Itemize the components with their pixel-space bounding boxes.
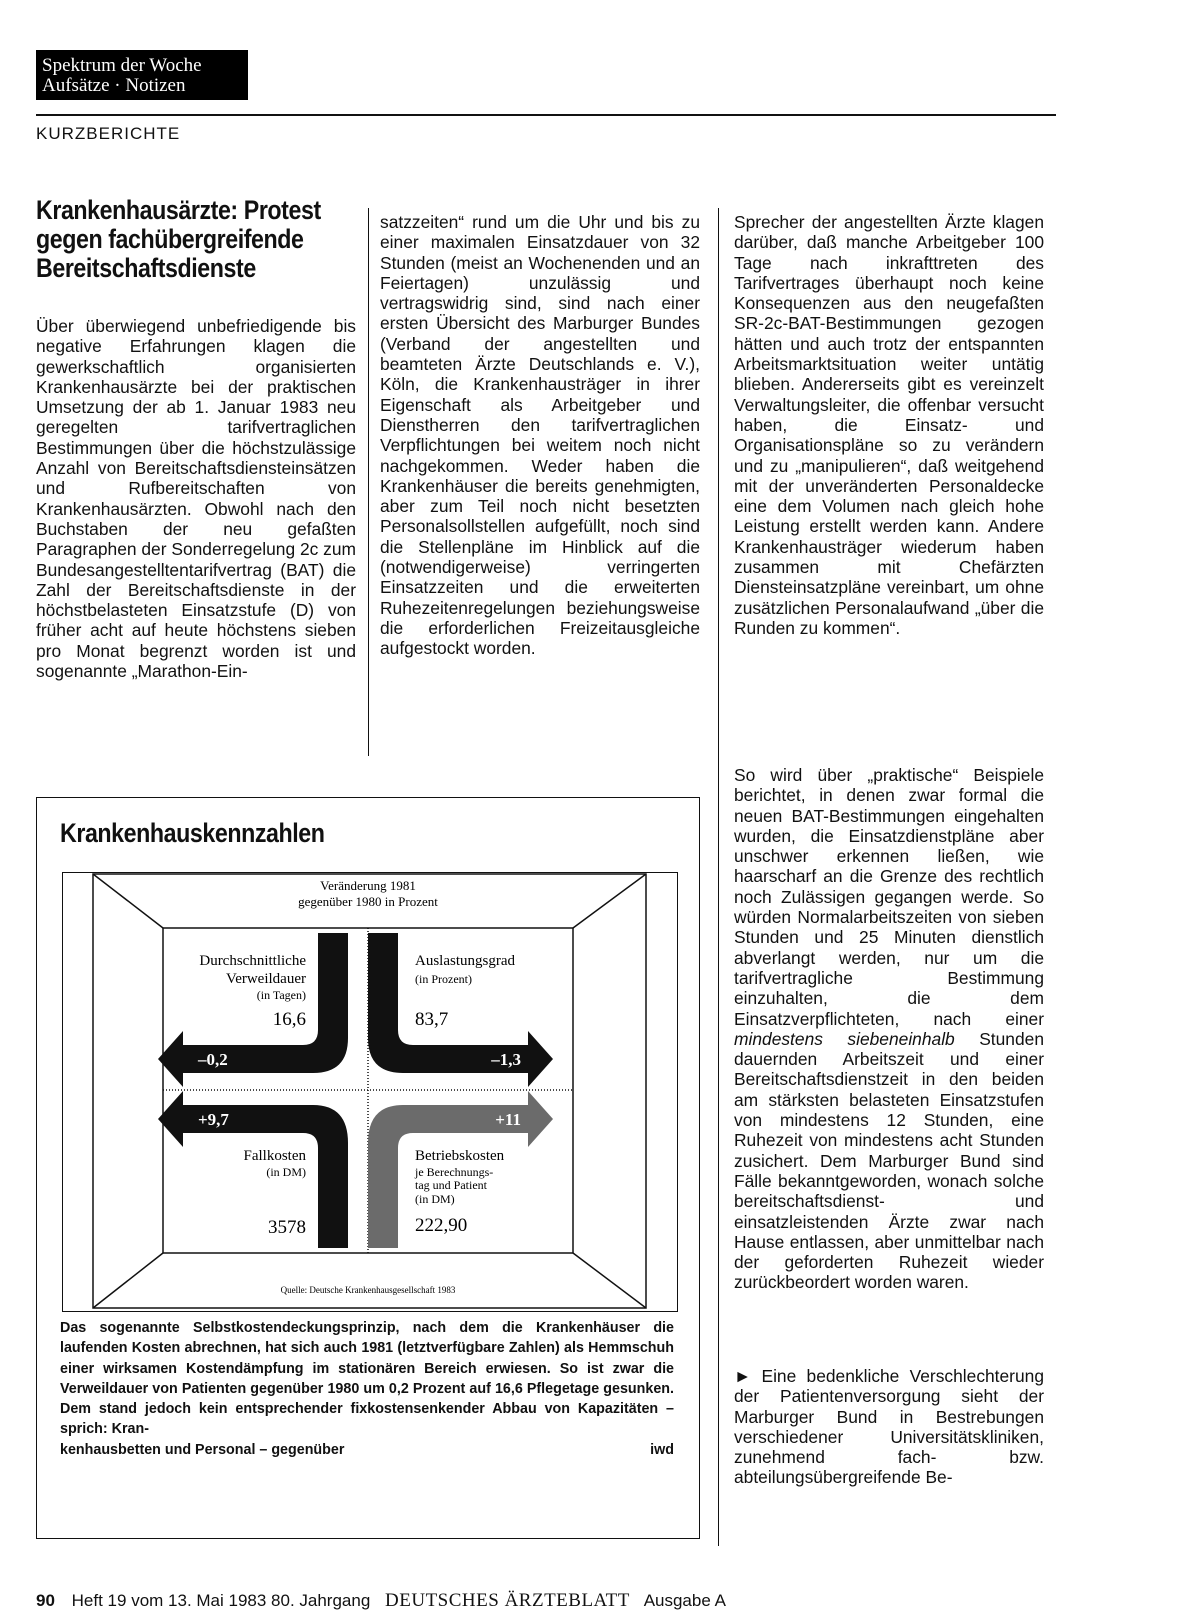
bl-label-1: Fallkosten [243, 1148, 306, 1164]
br-label-3: tag und Patient [415, 1178, 487, 1192]
figure-caption [60, 1318, 674, 1460]
figure-subtitle-2: gegenüber 1980 in Prozent [298, 894, 438, 909]
article-column-1: Über überwiegend unbefriedigende bis negative Erfahrungen klagen die gewerkschaftlich organisierten Krankenhausärzte bei der praktischen Umsetzung der ab 1. Januar 1983 neu geregelten tarifvertraglichen Bestimmungen über die höchstzulässige Anzahl von Bereitschaftsdiensteinsätzen und Rufbereitschaften von Krankenhausärzten. Obwohl nach den Buchstaben der neu gefaßten Paragraphen der Sonderregelung 2c zum Bundesangestelltentarifvertrag (BAT) die Zahl der Bereitschaftsdienste in der höchstbelasteten Einsatzstufe (D) von früher acht auf heute höchstens sieben pro Monat begrenzt worden ist und sogenannte „Marathon-Ein- [36, 316, 357, 682]
edition: Ausgabe A [643, 1591, 726, 1610]
bl-change: +9,7 [198, 1110, 229, 1129]
br-value: 222,90 [415, 1215, 468, 1236]
column-divider-2 [718, 208, 719, 1546]
article-column-3-para-3: ► Eine bedenkliche Verschlechterung der Patientenversorgung sieht der Marburger Bund in Bestrebungen verschiedener Universitätskliniken, zunehmend fach- bzw. abteilungsübergreifende Be- [734, 1366, 1044, 1488]
article-column-3-para-1: Sprecher der angestellten Ärzte klagen darüber, daß manche Arbeitgeber 100 Tage nach inkrafttreten des Tarifvertrages überhaupt noch keine Konsequenzen aus den neugefaßten SR-2c-BAT-Bestimmungen gezogen hätten und auch trotz der entspannten Arbeitsmarktsituation weiter untätig blieben. Andererseits gibt es vereinzelt Verwaltungsleiter, die offenbar versucht haben, die Einsatz- und Organisationspläne so zu verändern und zu „manipulieren“, daß weitgehend mit der unveränderten Personaldecke eine dem Volumen nach gleich hohe Leistung erstellt werden kann. Andere Krankenhausträger wiederum haben zusammen mit Chefärzten Diensteinsatzpläne vereinbart, um ohne zusätzlichen Personalaufwand „über die Runden zu kommen“. [734, 212, 1044, 638]
column-divider-1 [368, 208, 369, 756]
tr-label-1: Auslastungsgrad [415, 953, 515, 969]
br-label-4: (in DM) [415, 1192, 455, 1206]
bl-value: 3578 [268, 1217, 306, 1238]
magazine-name: DEUTSCHES ÄRZTEBLATT [385, 1590, 630, 1611]
tl-change: –0,2 [198, 1050, 228, 1069]
tl-value: 16,6 [272, 1009, 306, 1030]
caption-text: Das sogenannte Selbstkostendeckungsprinzip, nach dem die Krankenhäuser die laufenden Kosten abrechnen, hat sich auch 1981 (letztverfügbare Zahlen) als Hemmschuh einer wirksamen Kostendämpfung im stationären Bereich erwiesen. So ist zwar die Verweildauer von Patienten gegenüber 1980 um 0,2 Prozent auf 16,6 Pflegetage gesunken. Dem stand jedoch kein entsprechender fixkostensenkender Abbau von Kapazitäten – sprich: Kran- [60, 1320, 674, 1438]
page-number: 90 [36, 1591, 55, 1610]
tr-change: –1,3 [491, 1050, 521, 1069]
article-column-3-para-2 [734, 765, 1044, 1293]
section-line-2: Aufsätze · Notizen [42, 75, 186, 96]
category-label: KURZBERICHTE [36, 124, 181, 143]
section-line-1: Spektrum der Woche [42, 55, 202, 76]
br-label-1: Betriebskosten [415, 1148, 505, 1164]
tl-label-3: (in Tagen) [256, 988, 306, 1002]
para-2-italic: mindestens siebeneinhalb [734, 1028, 955, 1049]
tl-label-2: Verweildauer [226, 971, 306, 987]
caption-tail-line [60, 1440, 674, 1460]
figure-subtitle-1: Veränderung 1981 [320, 878, 416, 893]
tl-label-1: Durchschnittliche [199, 953, 306, 969]
header-rule [36, 114, 1056, 116]
figure-svg [63, 873, 676, 1310]
page-footer [36, 1590, 726, 1612]
issue-info: Heft 19 vom 13. Mai 1983 80. Jahrgang [71, 1591, 371, 1610]
para-2-start: So wird über „praktische“ Beispiele berichtet, in denen zwar formal die neuen BAT-Bestimmungen eingehalten wurden, die Einsatzdienstpläne aber unschwer erkennen ließen, wie haarscharf an die Grenze des rechtlich noch Zulässigen gegangen werde. So würden Normalarbeitszeiten von sieben Stunden und 25 Minuten dienstlich abverlangt werden, nur um die tarifvertragliche Bestimmung einzuhalten, die dem Einsatzverpflichteten, nach einer [734, 765, 1044, 1029]
para-2-end: Stunden dauernden Arbeitszeit und einer Bereitschaftsdienstzeit in den beiden am stärksten belasteten Einsatzstufen von mindestens 12 Stunden, eine Ruhezeit von mindestens acht Stunden zusichert. Dem Marburger Bund sind Fälle bekanntgeworden, wonach solche bereitschaftsdienst- und einsatzleistenden Ärzte zwar nach Hause entlassen, aber unmittelbar nach der geforderten Ruhezeit wieder zurückbeordert worden waren. [734, 1028, 1044, 1293]
article-column-2: satzzeiten“ rund um die Uhr und bis zu einer maximalen Einsatzdauer von 32 Stunden (meist an Wochenenden und an Feiertagen) unzulässig und vertragswidrig sind, sind nach einer ersten Übersicht des Marburger Bundes (Verband der angestellten und beamteten Ärzte Deutschlands e. V.), Köln, die Krankenhausträger in ihrer Eigenschaft als Arbeitgeber und Dienstherren den tarifvertraglichen Verpflichtungen bei weitem noch nicht nachgekommen. Weder haben die Krankenhäuser die bereits genehmigten, aber zum Teil noch nicht besetzten Personalsollstellen aufgefüllt, noch sind die Stellenpläne im Hinblick auf die (notwendigerweise) verringerten Einsatzzeiten und die erweiterten Ruhezeitenregelungen beziehungsweise die erforderlichen Freizeitausgleiche aufgestockt worden. [380, 212, 700, 659]
figure-source: Quelle: Deutsche Krankenhausgesellschaft 1983 [280, 1285, 456, 1295]
article-headline: Krankenhausärzte: Protest gegen fachübergreifende Bereitschaftsdienste [36, 195, 321, 283]
tr-value: 83,7 [415, 1009, 449, 1030]
caption-tail: kenhausbetten und Personal – gegenüber [60, 1441, 345, 1458]
figure-graphic [62, 872, 678, 1312]
bl-label-2: (in DM) [266, 1165, 306, 1179]
br-change: +11 [495, 1110, 521, 1129]
tr-label-2: (in Prozent) [415, 972, 472, 986]
caption-author: iwd [650, 1441, 674, 1458]
section-badge [36, 50, 248, 100]
figure-title: Krankenhauskennzahlen [60, 818, 325, 848]
br-label-2: je Berechnungs- [415, 1165, 494, 1179]
